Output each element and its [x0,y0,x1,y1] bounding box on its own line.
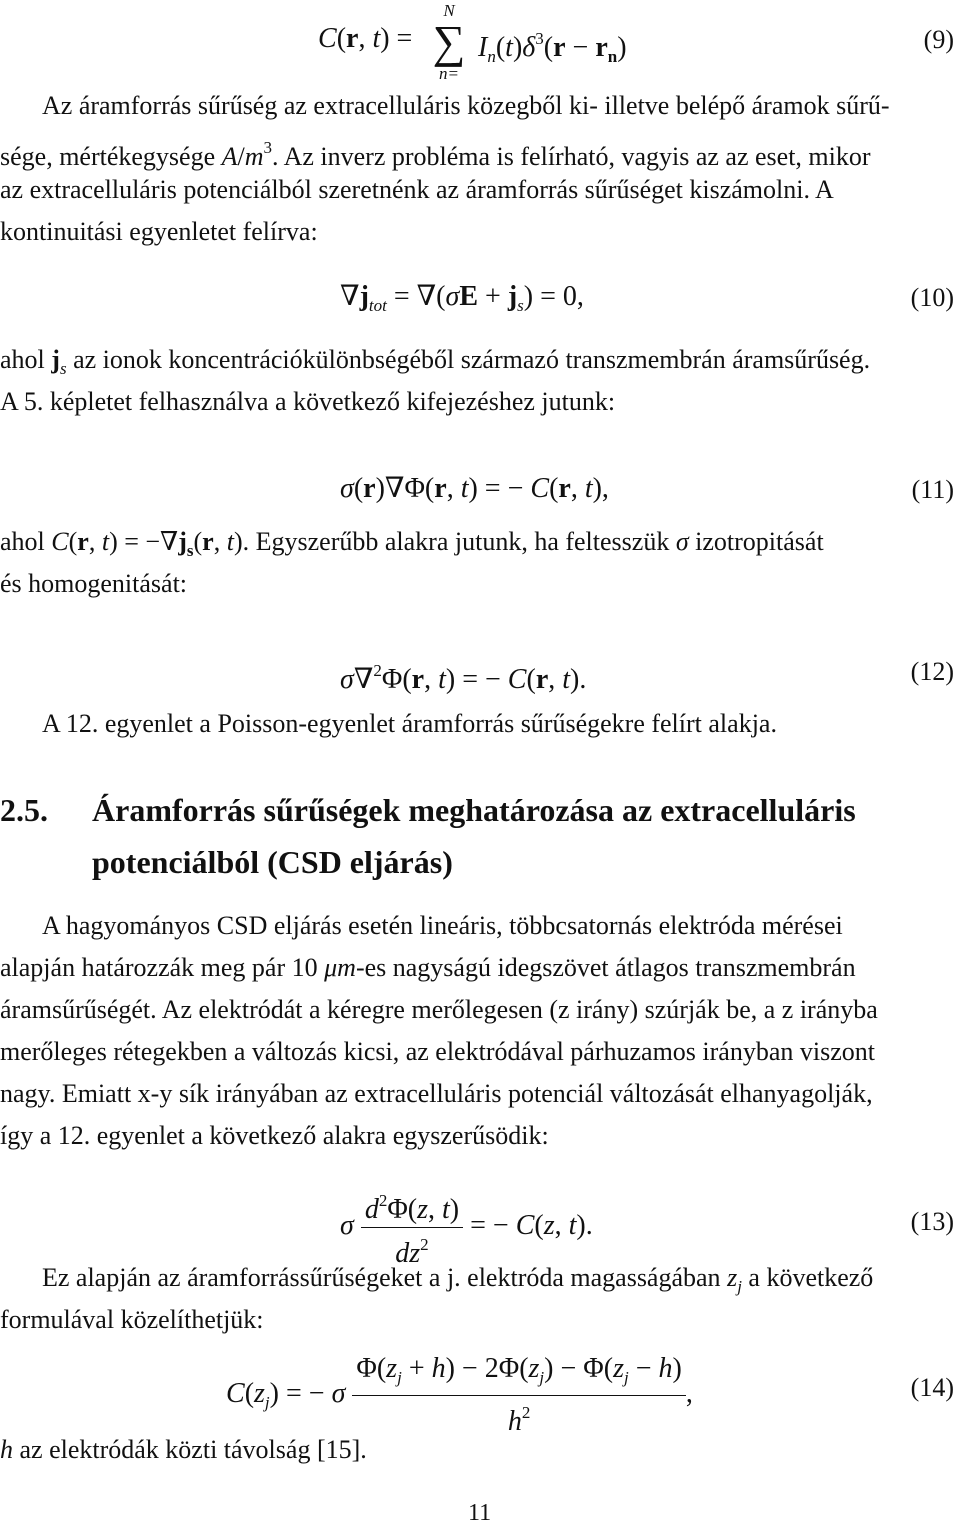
paragraph-line: A hagyományos CSD eljárás esetén lineáris, többcsatornás elektróda mérései [42,911,843,940]
paragraph-line: merőleges rétegekben a változás kicsi, az elektródával párhuzamos irányban viszont [0,1037,875,1066]
section-title: potenciálból (CSD eljárás) [92,844,453,880]
paragraph-line: formulával közelíthetjük: [0,1305,264,1334]
equation-number: (11) [911,475,954,504]
section-title: Áramforrás sűrűségek meghatározása az extracelluláris [92,792,856,828]
paragraph-line: Az áramforrás sűrűség az extracelluláris közegből ki- illetve belépő áramok sűrű- [42,91,890,120]
equation-number: (12) [910,657,954,686]
equation-10: $\nabla j_{tot} = \nabla(\sigma E + j_s) = 0$, [340,281,584,315]
page-number: 11 [468,1500,492,1526]
fraction: $\frac{\Phi(z_j + h) - 2\Phi(z_j) - \Phi(z_j - h)}{h^2}$ [352,1352,685,1439]
paragraph-line: ahol $j_s$ az ionok koncentrációkülönbségéből származó transzmembrán áramsűrűség. [0,345,871,378]
paragraph-line: Ez alapján az áramforrássűrűségeket a j. elektróda magasságában $z_j$ a következő [42,1263,874,1296]
paragraph-line: áramsűrűségét. Az elektródát a kéregre merőlegesen (z irány) szúrják be, a z irányba [0,995,878,1024]
equation-12: σ∇$^2$Φ(r, t) = − C(r, t). [340,661,587,695]
paragraph-line: az extracelluláris potenciálból szeretnénk az áramforrás sűrűséget kiszámolni. A [0,175,834,204]
equation-11: σ(r)∇Φ(r, t) = − C(r, t), [340,473,609,504]
paragraph-line: nagy. Emiatt x-y sík irányában az extracelluláris potenciál változását elhanyagolják, [0,1079,873,1108]
sum-lower-limit: n= [439,64,459,83]
paragraph-line: A 12. egyenlet a Poisson-egyenlet áramforrás sűrűségekre felírt alakja. [42,709,777,738]
sum-symbol: N ∑ n= [428,2,470,84]
equation-number: (13) [910,1207,954,1236]
sum-upper-limit: N [443,1,455,20]
paragraph-line: ahol C(r, $t) = -\nabla j_s(r$, t). Egyszerűbb alakra jutunk, ha feltesszük σ izotropitását [0,527,824,560]
section-number: 2.5. [0,792,48,828]
equation-9-rhs: $I_n(t)\delta^3(r - r_n)$ [478,29,627,66]
paragraph-line: h az elektródák közti távolság [15]. [0,1435,367,1464]
equation-number: (10) [910,283,954,312]
paragraph-line: sége, mértékegysége $A/m^3$. Az inverz probléma is felírható, vagyis az az eset, mikor [0,138,871,171]
equation-9: C(r, t) = [318,23,413,54]
equation-14: $C(z_j)$ = − σ $\frac{\Phi(z_j + h) - 2\Phi(z_j) - \Phi(z_j - h)}{h^2}$ , [226,1353,693,1437]
paragraph-line: kontinuitási egyenletet felírva: [0,217,318,246]
fraction: $\frac{d^2\Phi(z, t)}{dz^2}$ [361,1184,463,1271]
paragraph-line: és homogenitását: [0,569,188,598]
equation-number: (14) [910,1373,954,1402]
equation-13: σ $\frac{d^2\Phi(z, t)}{dz^2}$ = − C(z, t). [340,1184,593,1271]
paragraph-line: így a 12. egyenlet a következő alakra egyszerűsödik: [0,1121,549,1150]
equation-number: (9) [923,25,954,54]
paragraph-line: A 5. képletet felhasználva a következő kifejezéshez jutunk: [0,387,616,416]
paragraph-line: alapján határozzák meg pár 10 μm-es nagyságú idegszövet átlagos transzmembrán [0,953,856,982]
